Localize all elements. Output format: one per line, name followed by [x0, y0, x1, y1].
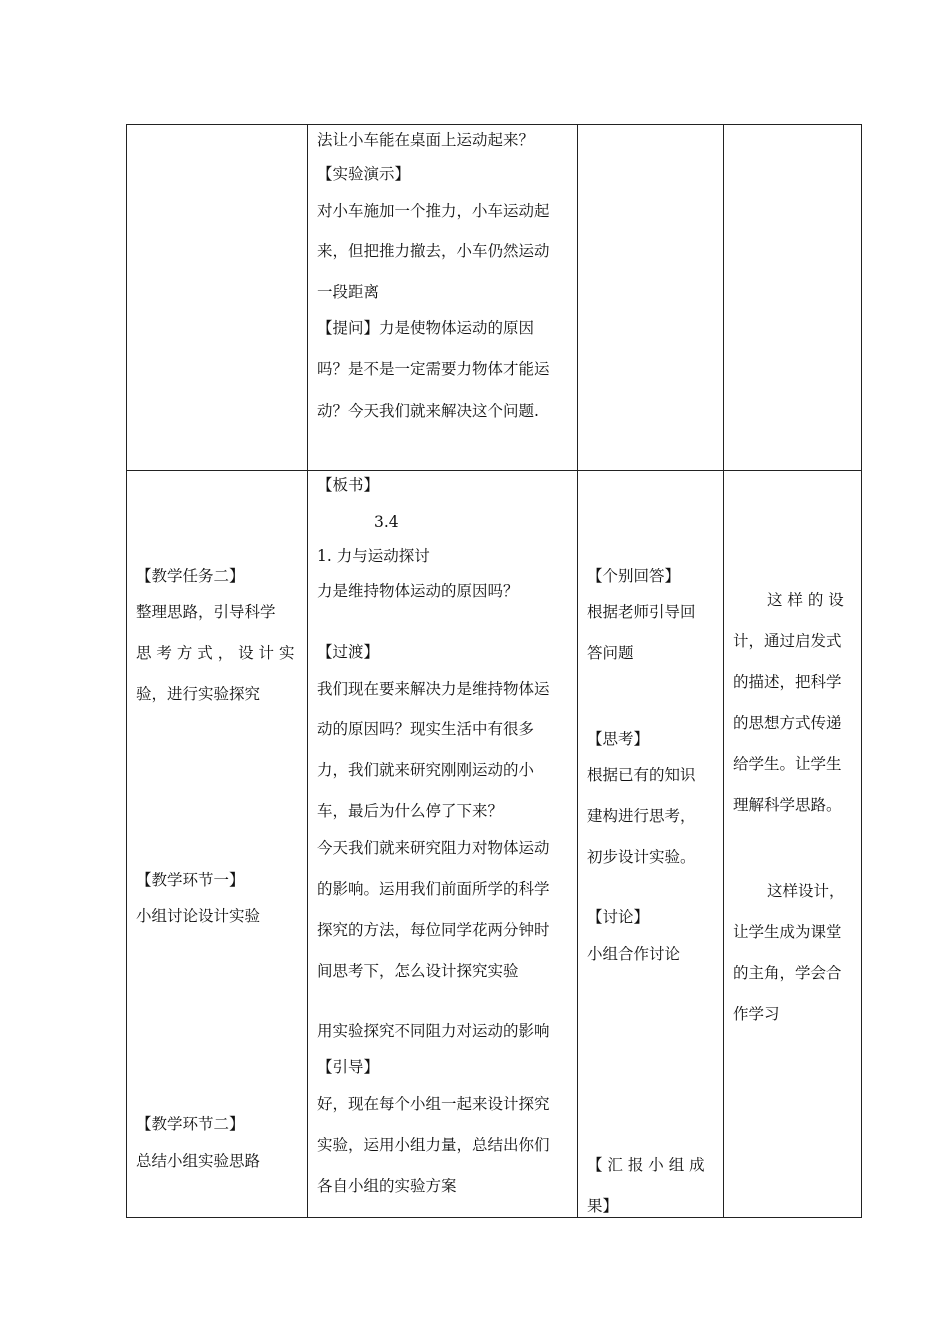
task2-title: 【教学任务二】: [136, 567, 245, 585]
design-intent-line: 的思想方式传递: [733, 714, 842, 732]
section-number: 3.4: [374, 513, 399, 531]
column-divider-2: [577, 124, 578, 1218]
teacher-line: 车，最后为什么停了下来？: [317, 802, 504, 820]
task2-text-line: 整理思路，引导科学: [136, 603, 276, 621]
teacher-line: 间思考下，怎么设计探究实验: [317, 962, 519, 980]
student-line: 【讨论】: [587, 908, 650, 926]
design-intent-line: 的描述，把科学: [733, 673, 842, 691]
design-intent-line: 理解科学思路。: [733, 796, 842, 814]
step2-title: 【教学环节二】: [136, 1115, 245, 1133]
teacher-line: 【引导】: [317, 1058, 380, 1076]
student-line: 果】: [587, 1197, 619, 1215]
teacher-line: 探究的方法，每位同学花两分钟时: [317, 921, 550, 939]
teacher-line: 力，我们就来研究刚刚运动的小: [317, 761, 535, 779]
table-border-top: [126, 124, 862, 125]
row1-teacher-line: 【实验演示】: [317, 165, 411, 183]
teacher-line: 好，现在每个小组一起来设计探究: [317, 1095, 550, 1113]
student-line: 建构进行思考，: [587, 807, 696, 825]
teacher-line: 我们现在要来解决力是维持物体运: [317, 680, 550, 698]
student-line: 【思考】: [587, 730, 650, 748]
student-line: 答问题: [587, 644, 634, 662]
teacher-line: 动的原因吗？现实生活中有很多: [317, 720, 535, 738]
design-intent-line: 作学习: [733, 1005, 780, 1023]
row1-teacher-line: 【提问】力是使物体运动的原因: [317, 319, 535, 337]
teacher-line: 【板书】: [317, 476, 380, 494]
step2-text: 总结小组实验思路: [136, 1152, 261, 1170]
table-border-right: [861, 124, 862, 1218]
teacher-line: 力是维持物体运动的原因吗？: [317, 582, 519, 600]
lesson-plan-table: [126, 124, 862, 1218]
student-line: 小组合作讨论: [587, 945, 681, 963]
teacher-line: 1. 力与运动探讨: [317, 547, 430, 565]
step1-title: 【教学环节一】: [136, 871, 245, 889]
column-divider-3: [723, 124, 724, 1218]
student-line: 初步设计实验。: [587, 848, 696, 866]
design-intent-line: 的主角，学会合: [733, 964, 842, 982]
student-line: 【个别回答】: [587, 567, 681, 585]
task2-text-line: 思 考 方 式 ， 设 计 实: [136, 644, 295, 662]
row1-teacher-line: 对小车施加一个推力，小车运动起: [317, 202, 550, 220]
table-border-bottom: [126, 1217, 862, 1218]
row1-teacher-line: 一段距离: [317, 283, 380, 301]
design-intent-line: 计，通过启发式: [733, 632, 842, 650]
design-intent-line: 这 样 的 设: [767, 591, 844, 609]
teacher-line: 用实验探究不同阻力对运动的影响: [317, 1022, 550, 1040]
teacher-line: 的影响。运用我们前面所学的科学: [317, 880, 550, 898]
task2-text-line: 验，进行实验探究: [136, 685, 261, 703]
student-line: 根据已有的知识: [587, 766, 696, 784]
design-intent-line: 这样设计，: [767, 882, 845, 900]
column-divider-1: [307, 124, 308, 1218]
step1-text: 小组讨论设计实验: [136, 907, 261, 925]
design-intent-line: 让学生成为课堂: [733, 923, 842, 941]
teacher-line: 各自小组的实验方案: [317, 1177, 457, 1195]
teacher-line: 今天我们就来研究阻力对物体运动: [317, 839, 550, 857]
row1-teacher-line: 动？今天我们就来解决这个问题.: [317, 402, 539, 420]
design-intent-line: 给学生。让学生: [733, 755, 842, 773]
row1-teacher-line: 来，但把推力撤去，小车仍然运动: [317, 242, 550, 260]
row-divider: [126, 470, 862, 471]
row1-teacher-line: 法让小车能在桌面上运动起来？: [317, 131, 535, 149]
row1-teacher-line: 吗？是不是一定需要力物体才能运: [317, 360, 550, 378]
table-border-left: [126, 124, 127, 1218]
student-line: 根据老师引导回: [587, 603, 696, 621]
teacher-line: 实验，运用小组力量，总结出你们: [317, 1136, 550, 1154]
student-line: 【 汇 报 小 组 成: [587, 1156, 705, 1174]
teacher-line: 【过渡】: [317, 643, 380, 661]
